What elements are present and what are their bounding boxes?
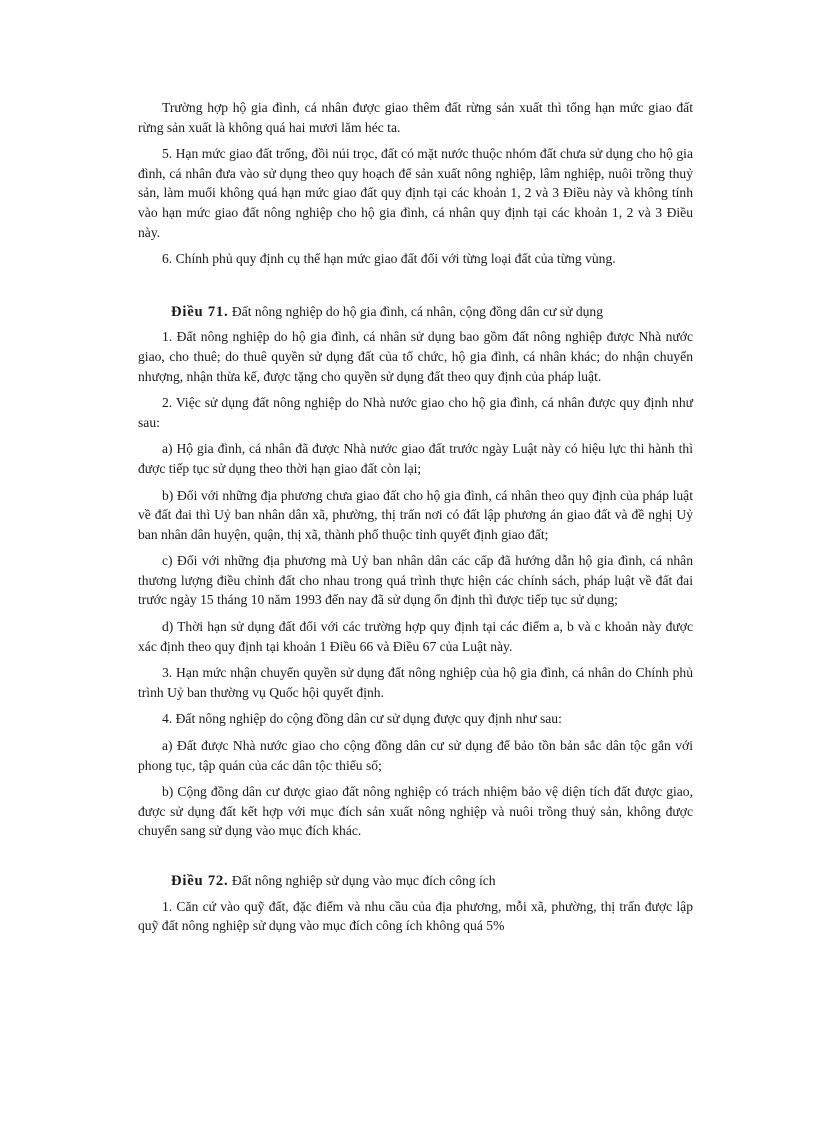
- article-72-clause-1: 1. Căn cứ vào quỹ đất, đặc điểm và nhu cầu của địa phương, mỗi xã, phường, thị trấn được lập quỹ đất nông nghiệp sử dụng vào mục đích công ích không quá 5%: [138, 898, 693, 934]
- paragraph-clause-5: 5. Hạn mức giao đất trống, đồi núi trọc, đất có mặt nước thuộc nhóm đất chưa sử dụng cho hộ gia đình, cá nhân đưa vào sử dụng theo quy hoạch để sản xuất nông nghiệp, lâm nghiệp, nuôi trồng thuỷ sản, làm muối không quá hạn mức giao đất quy định tại các khoản 1, 2 và 3 Điều này và không tính vào hạn mức giao đất nông nghiệp cho hộ gia đình, cá nhân quy định tại các khoản 1, 2 và 3 Điều này.: [138, 146, 693, 240]
- article-71-clause-2d: d) Thời hạn sử dụng đất đối với các trường hợp quy định tại các điểm a, b và c khoản này được xác định theo quy định tại khoản 1 Điều 66 và Điều 67 của Luật này.: [138, 619, 693, 654]
- article-71-clause-2a: a) Hộ gia đình, cá nhân đã được Nhà nước giao đất trước ngày Luật này có hiệu lực thi hành thì được tiếp tục sử dụng theo thời hạn giao đất còn lại;: [138, 441, 693, 476]
- paragraph-forest-land-limit: Trường hợp hộ gia đình, cá nhân được giao thêm đất rừng sản xuất thì tổng hạn mức giao đất rừng sản xuất là không quá hai mươi lăm héc ta.: [138, 100, 693, 135]
- article-71-clause-4: 4. Đất nông nghiệp do cộng đồng dân cư sử dụng được quy định như sau:: [162, 711, 562, 727]
- article-71-label: Điều 71.: [171, 303, 229, 320]
- article-71-clause-2: 2. Việc sử dụng đất nông nghiệp do Nhà nước giao cho hộ gia đình, cá nhân được quy định như sau:: [138, 395, 693, 430]
- article-71-clause-4b: b) Cộng đồng dân cư được giao đất nông nghiệp có trách nhiệm bảo vệ diện tích đất được giao, được sử dụng đất kết hợp với mục đích sản xuất nông nghiệp và nuôi trồng thuỷ sản, không được chuyển sang sử dụng vào mục đích khác.: [138, 784, 693, 839]
- document-body: [138, 98, 693, 943]
- article-71-title: Đất nông nghiệp do hộ gia đình, cá nhân, cộng đồng dân cư sử dụng: [231, 303, 604, 319]
- article-72-title: Đất nông nghiệp sử dụng vào mục đích công ích: [231, 873, 496, 888]
- article-72-heading: [138, 871, 693, 892]
- paragraph-clause-6: 6. Chính phủ quy định cụ thể hạn mức giao đất đối với từng loại đất của từng vùng.: [162, 251, 616, 267]
- article-71-clause-4a: a) Đất được Nhà nước giao cho cộng đồng dân cư sử dụng để bảo tồn bản sắc dân tộc gắn với phong tục, tập quán của các dân tộc thiểu số;: [138, 738, 693, 773]
- article-71-clause-1: 1. Đất nông nghiệp do hộ gia đình, cá nhân sử dụng bao gồm đất nông nghiệp được Nhà nước giao, cho thuê; do thuê quyền sử dụng đất của tổ chức, hộ gia đình, cá nhân khác; do nhận chuyển nhượng, nhận thừa kế, được tặng cho quyền sử dụng đất theo quy định của pháp luật.: [138, 329, 693, 384]
- article-71-clause-2c: c) Đối với những địa phương mà Uỷ ban nhân dân các cấp đã hướng dẫn hộ gia đình, cá nhân thương lượng điều chỉnh đất cho nhau trong quá trình thực hiện các chính sách, pháp luật về đất đai trước ngày 15 tháng 10 năm 1993 đến nay đã sử dụng ổn định thì được tiếp tục sử dụng;: [138, 553, 693, 608]
- article-71-heading: [138, 302, 693, 323]
- article-72-label: Điều 72.: [171, 873, 229, 889]
- article-71-clause-3: 3. Hạn mức nhận chuyển quyền sử dụng đất nông nghiệp của hộ gia đình, cá nhân do Chính phủ trình Uỷ ban thường vụ Quốc hội quyết định.: [138, 665, 693, 700]
- article-71-clause-2b: b) Đối với những địa phương chưa giao đất cho hộ gia đình, cá nhân theo quy định của pháp luật về đất đai thì Uỷ ban nhân dân xã, phường, thị trấn nơi có đất lập phương án giao đất và đề nghị Uỷ ban nhân dân huyện, quận, thị xã, thành phố thuộc tỉnh quyết định giao đất;: [138, 487, 693, 542]
